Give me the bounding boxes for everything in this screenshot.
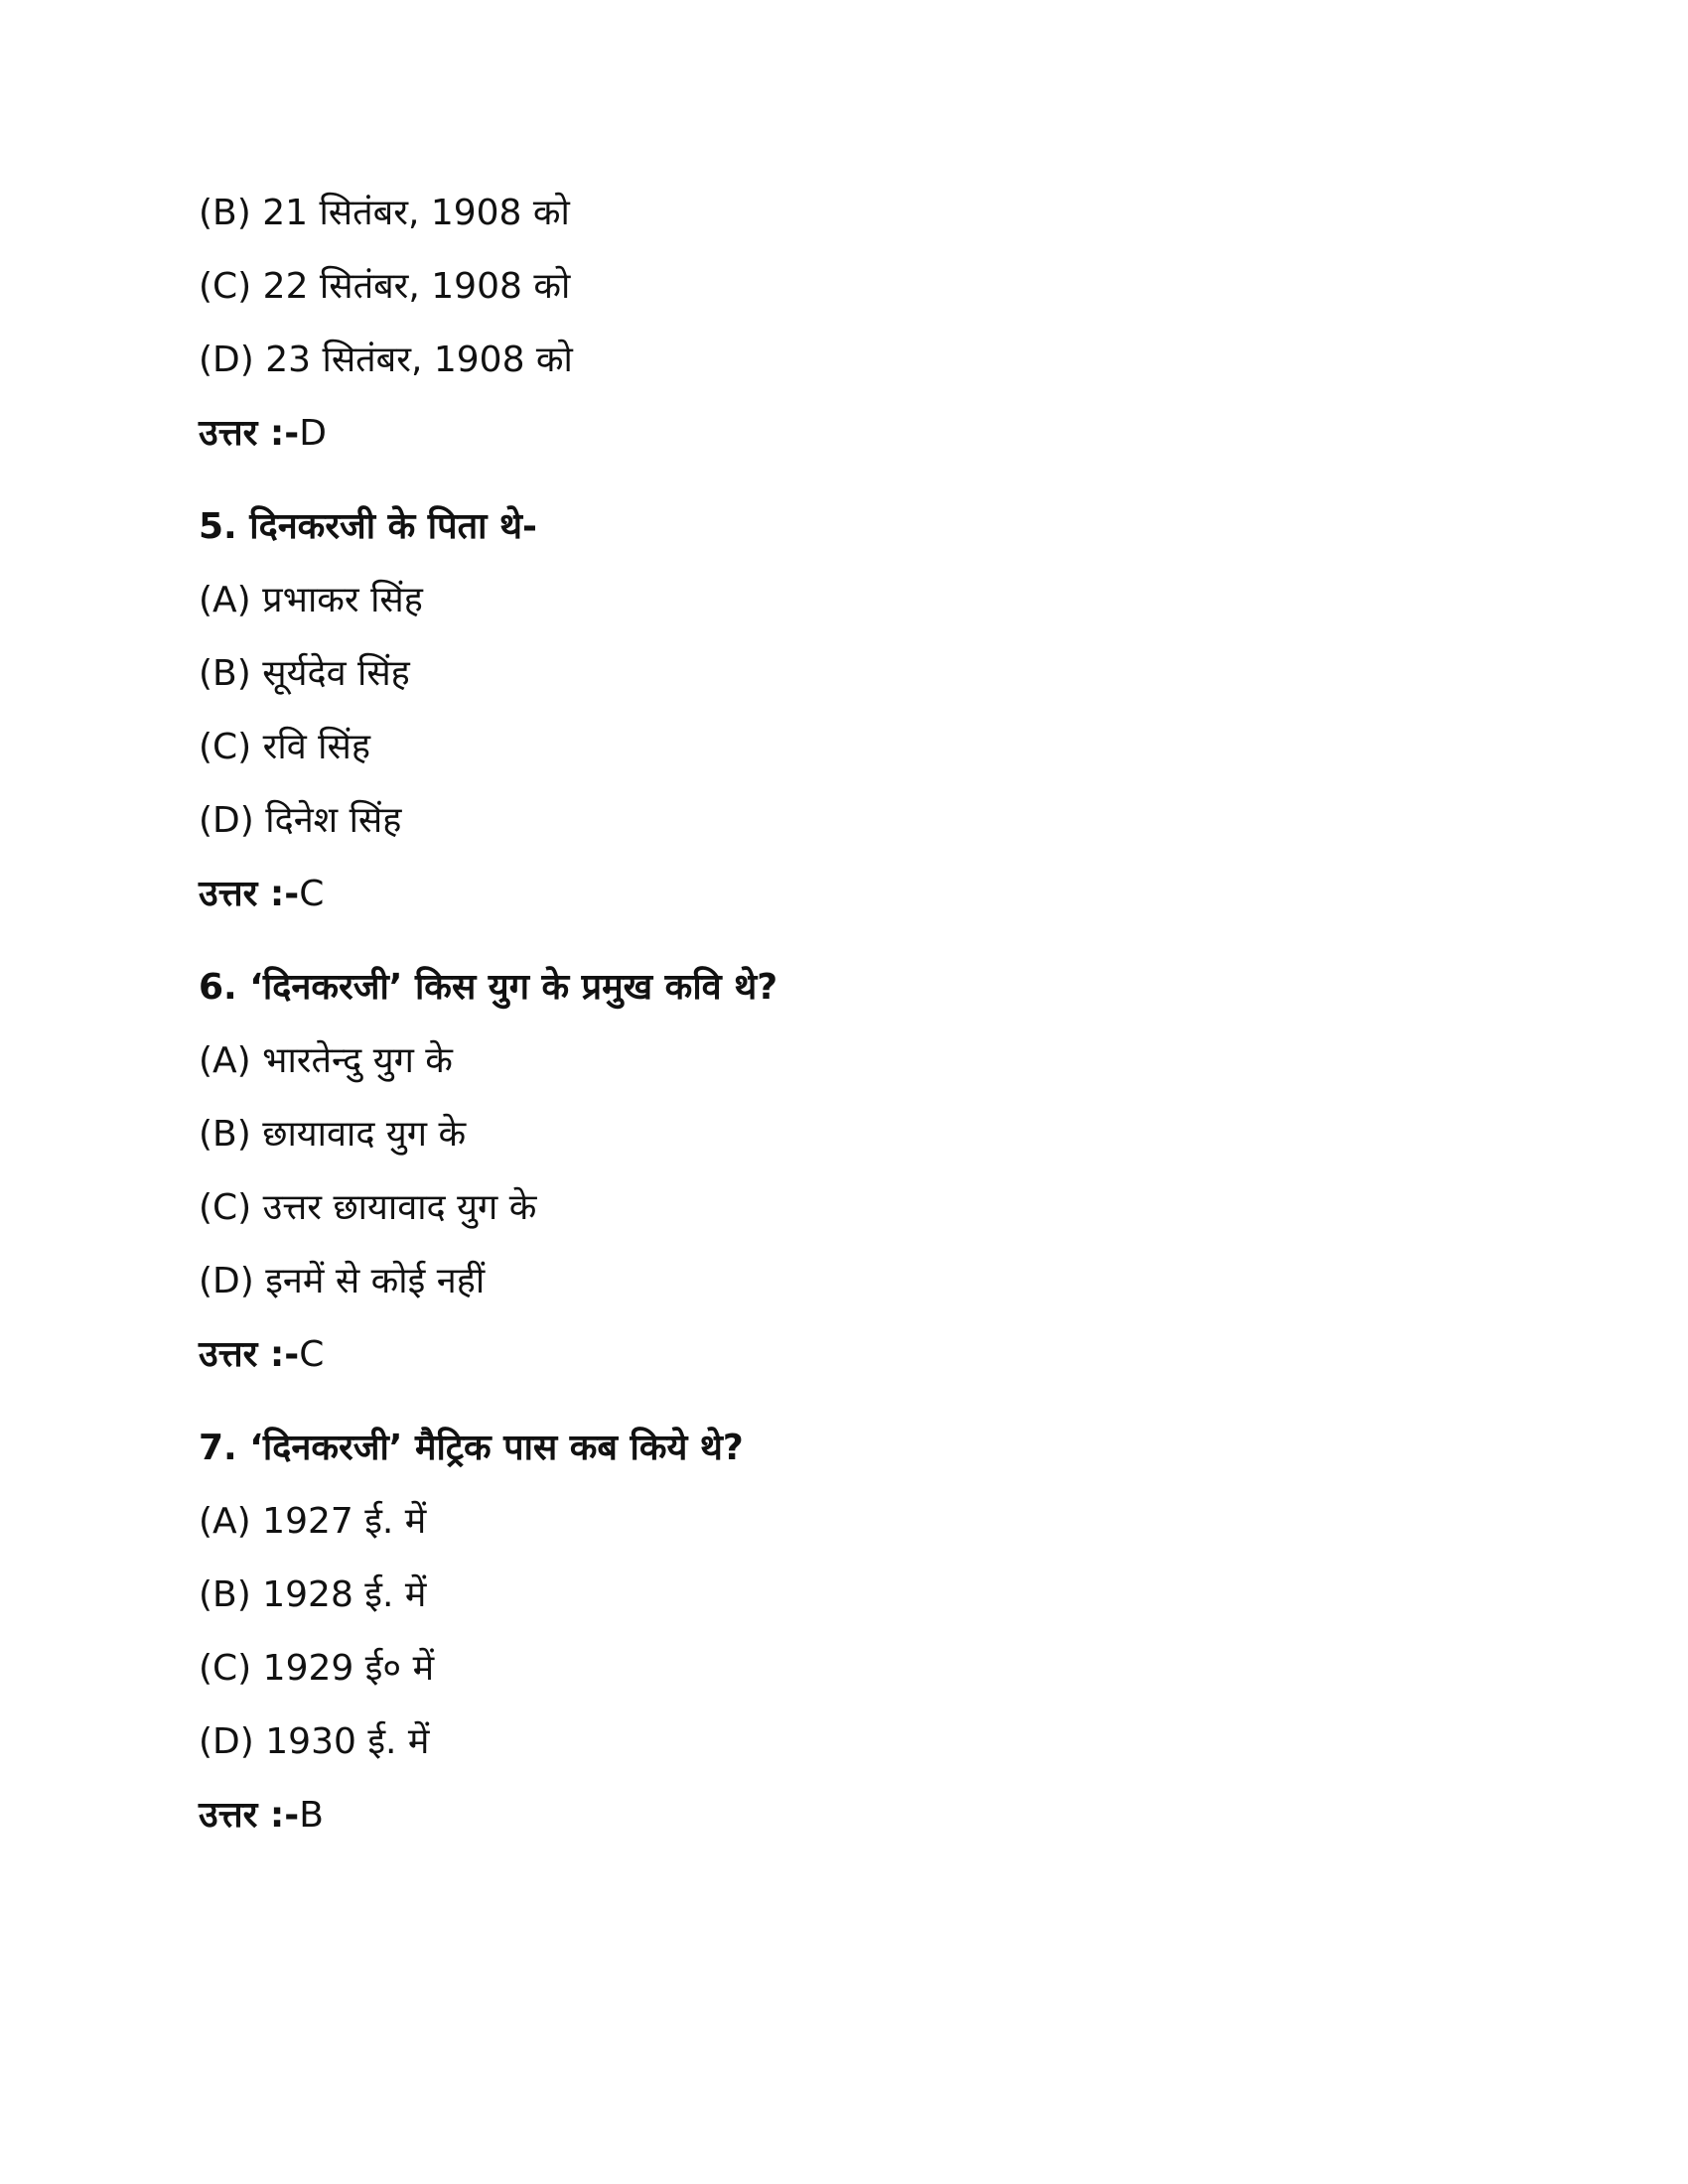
spacer [199,457,1489,504]
document-page [199,191,1489,1839]
answer-value: C [299,874,325,914]
option-c: (C) 1929 ई० में [199,1648,435,1689]
question-block-5 [199,504,1489,917]
answer-line [199,1793,1489,1839]
option-d: (D) इनमें से कोई नहीं [199,1261,486,1301]
question-block-prev [199,191,1489,457]
answer-label: उत्तर :- [199,874,300,914]
answer-value: B [299,1795,324,1836]
option-c: (C) उत्तर छायावाद युग के [199,1187,537,1228]
question-text: 7. ‘दिनकरजी’ मैट्रिक पास कब किये थे? [199,1428,744,1468]
answer-line [199,1332,1489,1378]
option-d: (D) 1930 ई. में [199,1721,430,1762]
option-c: (C) 22 सितंबर, 1908 को [199,266,571,307]
option-a: (A) भारतेन्दु युग के [199,1040,453,1081]
option-a: (A) प्रभाकर सिंह [199,580,423,620]
question-block-7 [199,1426,1489,1839]
answer-value: C [299,1334,325,1375]
answer-label: उत्तर :- [199,1795,300,1836]
option-d: (D) 23 सितंबर, 1908 को [199,340,573,380]
answer-line [199,872,1489,917]
option-b: (B) छायावाद युग के [199,1114,467,1155]
option-a: (A) 1927 ई. में [199,1501,427,1542]
spacer [199,917,1489,965]
option-c: (C) रवि सिंह [199,727,370,767]
question-text: 5. दिनकरजी के पिता थे- [199,506,537,547]
answer-value: D [299,413,327,454]
option-b: (B) सूर्यदेव सिंह [199,653,410,694]
answer-label: उत्तर :- [199,413,300,454]
spacer [199,1378,1489,1426]
question-block-6 [199,965,1489,1378]
option-d: (D) दिनेश सिंह [199,800,402,841]
question-text: 6. ‘दिनकरजी’ किस युग के प्रमुख कवि थे? [199,967,778,1008]
option-b: (B) 1928 ई. में [199,1574,427,1615]
option-b: (B) 21 सितंबर, 1908 को [199,193,570,233]
answer-label: उत्तर :- [199,1334,300,1375]
answer-line [199,411,1489,457]
